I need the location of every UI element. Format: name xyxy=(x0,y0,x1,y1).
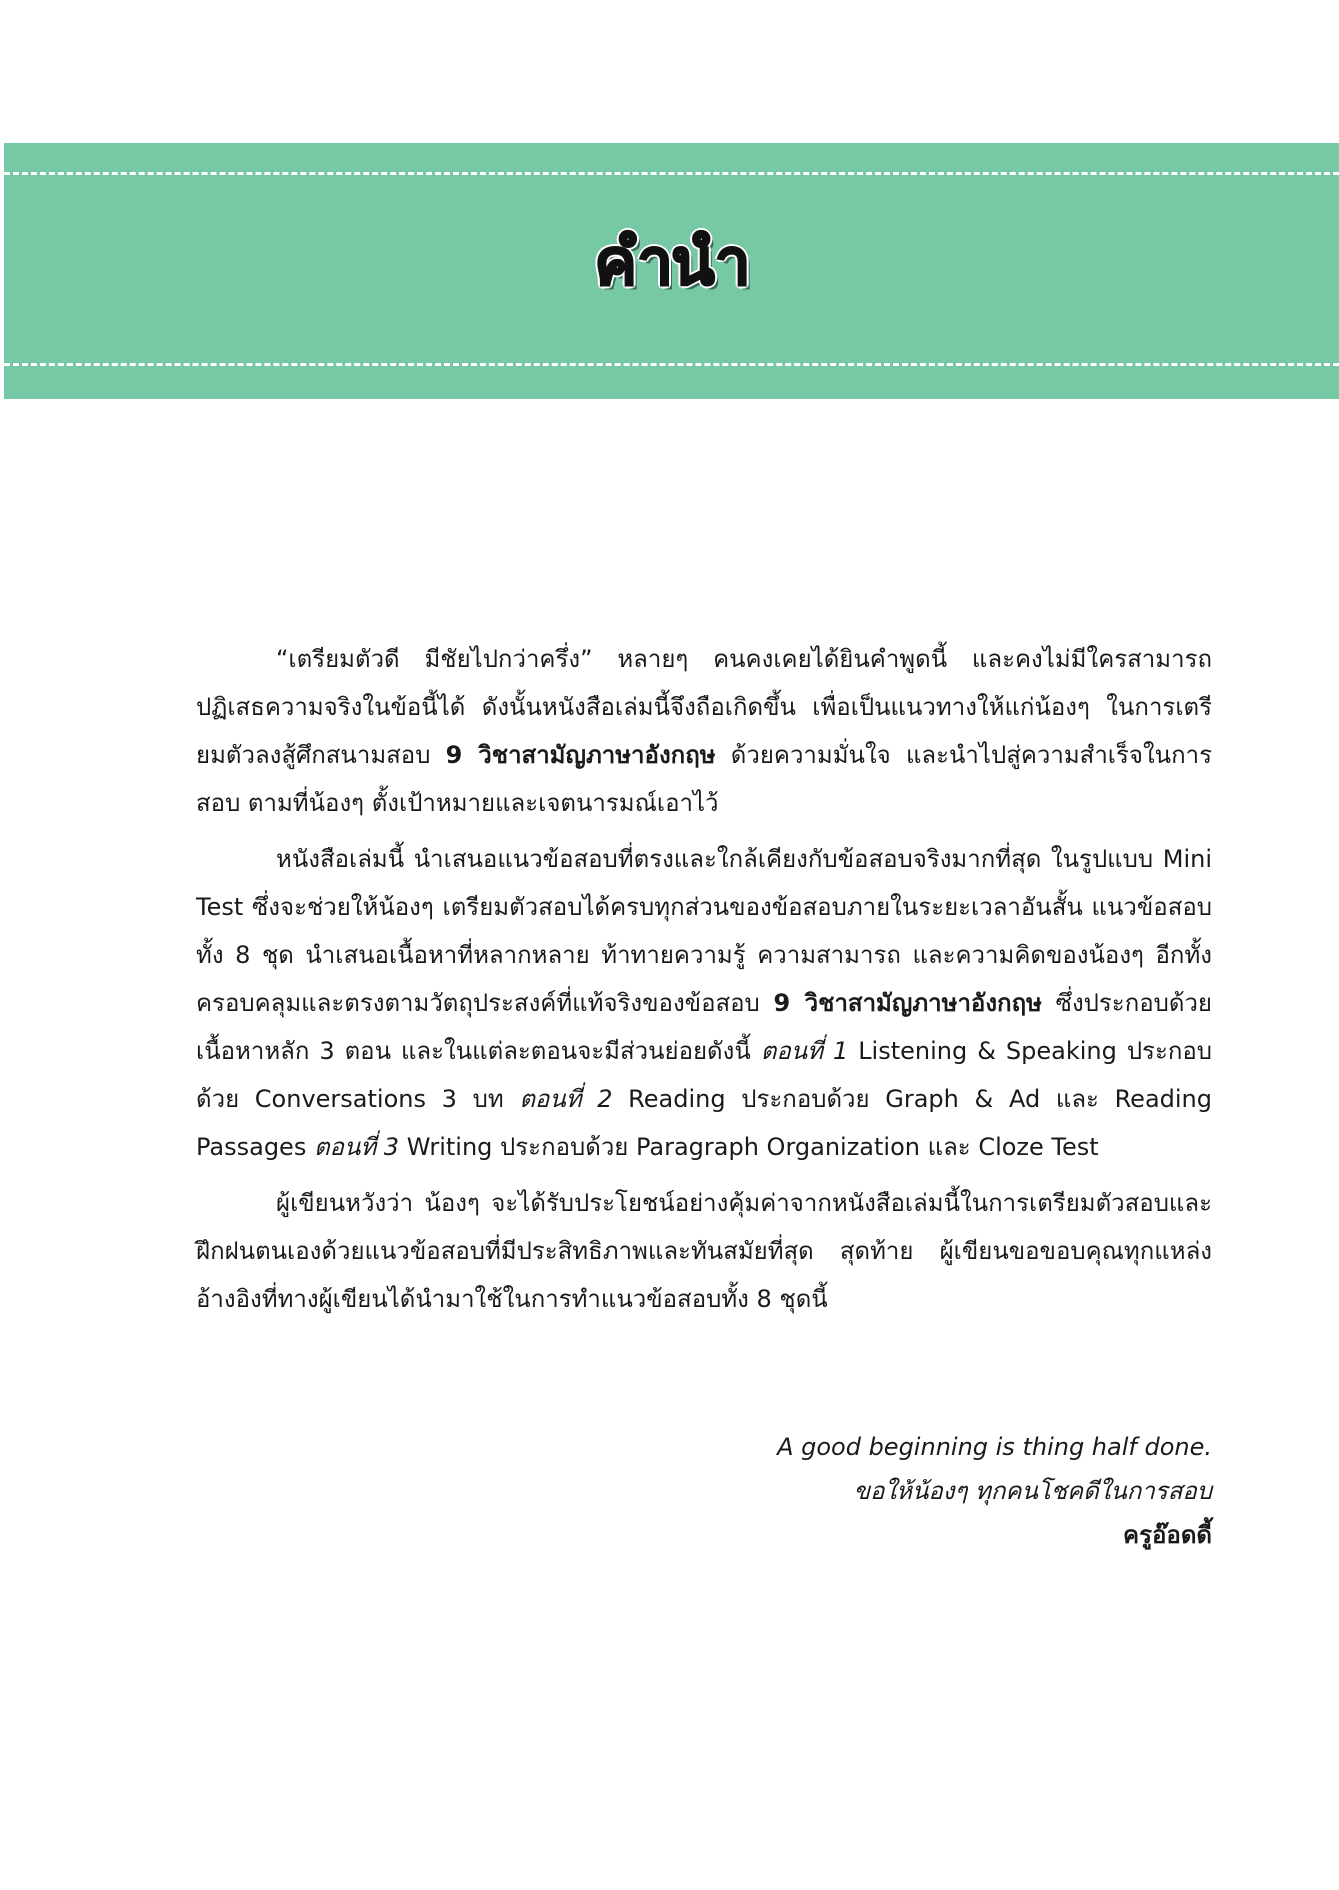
banner-dashed-line-top xyxy=(4,172,1339,175)
closing-quote: A good beginning is thing half done. xyxy=(777,1433,1212,1461)
author-signature: ครูอ๊อดดี้ xyxy=(1123,1521,1212,1549)
page-title: คำนำ xyxy=(594,226,749,300)
preface-body xyxy=(196,635,1212,1331)
paragraph-2-text-g: Reading ประกอบด้วย Graph & Ad และ Reading Passages xyxy=(196,1085,1213,1161)
paragraph-2-subject: 9 วิชาสามัญภาษาอังกฤษ xyxy=(773,989,1042,1017)
heading-banner xyxy=(4,143,1339,399)
paragraph-3: ผู้เขียนหวังว่า น้องๆ จะได้รับประโยชน์อย่างคุ้มค่าจากหนังสือเล่มนี้ในการเตรียมตัวสอบและฝึกฝนตนเองด้วยแนวข้อสอบที่มีประสิทธิภาพและทันสมัยที่สุด สุดท้าย ผู้เขียนขอขอบคุณทุกแหล่งอ้างอิงที่ทางผู้เขียนได้นำมาใช้ในการทำแนวข้อสอบทั้ง 8 ชุดนี้ xyxy=(196,1189,1212,1313)
banner-dashed-line-bottom xyxy=(4,363,1339,366)
paragraph-2-text-i: Writing ประกอบด้วย Paragraph Organization และ Cloze Test xyxy=(399,1133,1099,1161)
part-1-label: ตอนที่ 1 xyxy=(760,1037,849,1065)
paragraph-2-text-a: หนังสือเล่มนี้ นำเสนอแนวข้อสอบที่ตรงและใกล้เคียงกับข้อสอบจริงมากที่สุด ในรูปแบบ Mini Test ซึ่งจะช่วยให้น้องๆ เตรียมตัวสอบได้ครบทุกส่วนของข้อสอบภายในระยะเวลาอันสั้น แนวข้อสอบทั้ง 8 ชุด นำเสนอเนื้อหาที่หลากหลาย ท้าทายความรู้ ความสามารถ และความคิดของน้องๆ อีกทั้งครอบคลุมและตรงตามวัตถุประสงค์ที่แท้จริงของข้อสอบ xyxy=(196,845,1212,1017)
paragraph-1-text-a: “เตรียมตัวดี มีชัยไปกว่าครึ่ง” หลายๆ คนคงเคยได้ยินคำพูดนี้ และคงไม่มีใครสามารถปฏิเสธความจริงในข้อนี้ได้ ดังนั้นหนังสือเล่มนี้จึงถือเกิดขึ้น เพื่อเป็นแนวทางให้แก่น้องๆ ในการเตรียมตัวลงสู้ศึกสนามสอบ xyxy=(196,645,1212,769)
closing-block xyxy=(312,1425,1212,1557)
paragraph-2-text-e: Listening & Speaking ประกอบด้วย Conversations 3 บท xyxy=(196,1037,1213,1113)
paragraph-1-subject: 9 วิชาสามัญภาษาอังกฤษ xyxy=(445,741,716,769)
paragraph-2 xyxy=(196,835,1212,1171)
paragraph-2-text-c: ซึ่งประกอบด้วยเนื้อหาหลัก 3 ตอน และในแต่ละตอนจะมีส่วนย่อยดังนี้ xyxy=(196,989,1212,1065)
paragraph-1 xyxy=(196,635,1212,827)
part-3-label: ตอนที่ 3 xyxy=(313,1133,400,1161)
part-2-label: ตอนที่ 2 xyxy=(519,1085,613,1113)
closing-wish: ขอให้น้องๆ ทุกคนโชคดีในการสอบ xyxy=(853,1477,1212,1505)
paragraph-1-text-c: ด้วยความมั่นใจ และนำไปสู่ความสำเร็จในการสอบ ตามที่น้องๆ ตั้งเป้าหมายและเจตนารมณ์เอาไว้ xyxy=(196,741,1212,817)
